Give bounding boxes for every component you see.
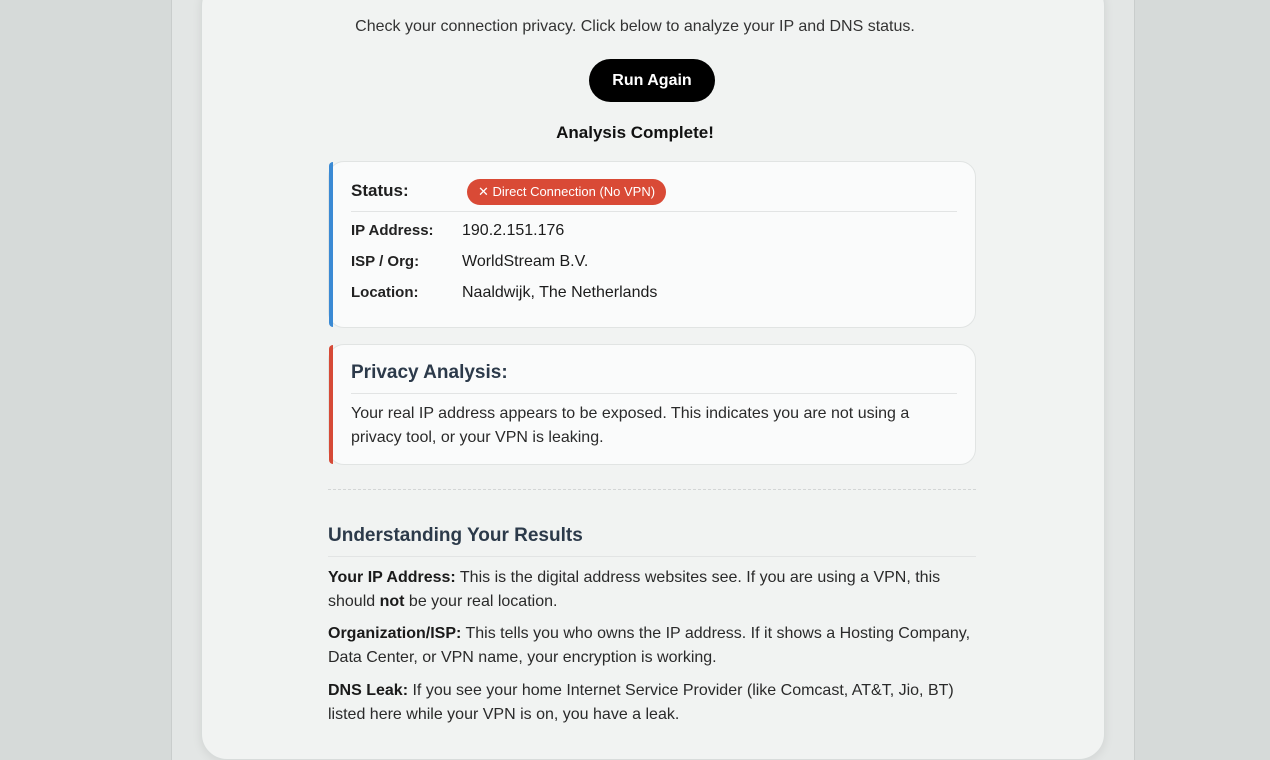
status-label: Status:	[351, 181, 409, 200]
section-divider	[328, 489, 976, 490]
explain-ip-address-text-end: be your real location.	[404, 593, 558, 610]
explain-ip-address-term: Your IP Address:	[328, 569, 456, 586]
explain-organization-isp	[328, 622, 978, 670]
explain-organization-text: This tells you who owns the IP address. If it shows a Hosting Company, Data Center, or VPN name, your encryption is working.	[328, 625, 971, 666]
isp-org-label: ISP / Org:	[351, 253, 420, 270]
explain-dns-leak	[328, 679, 978, 727]
explain-ip-address	[328, 566, 978, 614]
privacy-analysis-card	[328, 344, 976, 465]
ip-address-label: IP Address:	[351, 222, 434, 239]
status-card-accent-bar	[329, 162, 333, 327]
explain-ip-address-emphasis: not	[379, 593, 405, 610]
status-badge: ✕ Direct Connection (No VPN)	[467, 179, 666, 205]
status-card	[328, 161, 976, 328]
status-row	[351, 179, 957, 212]
explain-organization-term: Organization/ISP:	[328, 625, 462, 642]
explain-ip-address-text: This is the digital address websites see. If you are using a VPN, this should	[328, 569, 941, 610]
ip-address-value: 190.2.151.176	[462, 222, 565, 239]
intro-text: Check your connection privacy. Click below to analyze your IP and DNS status.	[355, 18, 915, 35]
explain-dns-leak-term: DNS Leak:	[328, 682, 409, 699]
location-value: Naaldwijk, The Netherlands	[462, 284, 658, 301]
analysis-status: Analysis Complete!	[556, 123, 714, 142]
privacy-analysis-text: Your real IP address appears to be exposed. This indicates you are not using a privacy tool, or your VPN is leaking.	[351, 405, 910, 446]
privacy-analysis-title: Privacy Analysis:	[351, 362, 957, 394]
run-again-button[interactable]: Run Again	[589, 59, 715, 102]
location-label: Location:	[351, 284, 419, 301]
privacy-card-accent-bar	[329, 345, 333, 464]
isp-org-value: WorldStream B.V.	[462, 253, 589, 270]
explain-dns-leak-text: If you see your home Internet Service Provider (like Comcast, AT&T, Jio, BT) listed here while your VPN is on, you have a leak.	[328, 682, 954, 723]
understanding-title: Understanding Your Results	[328, 525, 976, 557]
